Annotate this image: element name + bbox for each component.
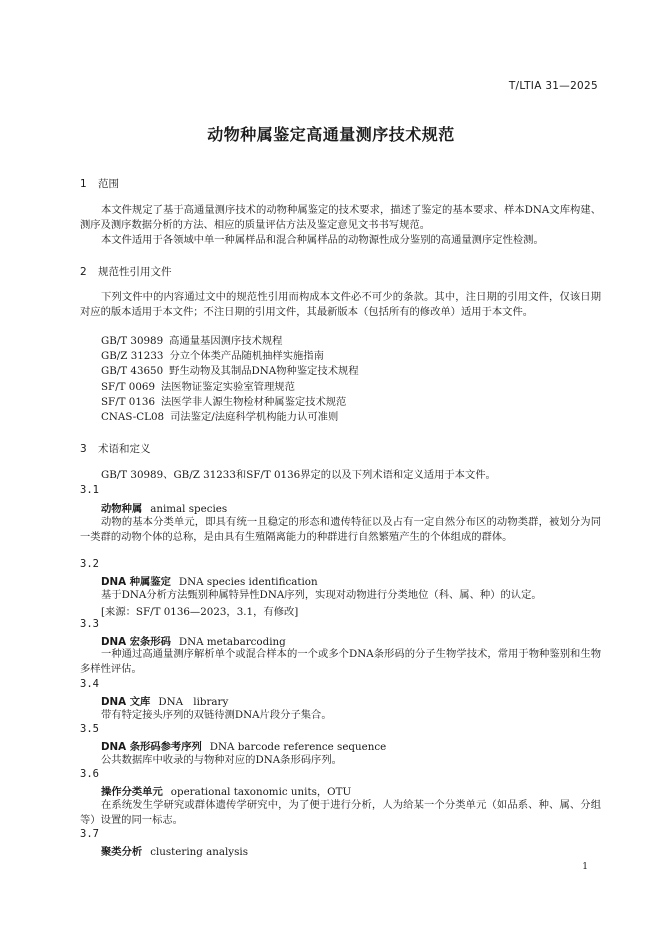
term-number: 3.5 <box>80 723 99 735</box>
term-definition: 基于DNA分析方法甄别种属特异性DNA序列，实现对动物进行分类地位（科、属、种）的认定。 <box>101 589 542 601</box>
term-number: 3.6 <box>80 768 99 780</box>
term-number: 3.2 <box>80 558 99 570</box>
term-definition: 公共数据库中收录的与物种对应的DNA条形码序列。 <box>101 754 342 766</box>
term-definition: 在系统发生学研究或群体遗传学研究中，为了便于进行分析，人为给某一个分类单元（如品系、种、属、分组等）设置的同一标志。 <box>80 799 601 826</box>
paragraph: 本文件适用于各领域中单一种属样品和混合种属样品的动物源性成分鉴别的高通量测序定性检测。 <box>101 234 544 246</box>
term-number: 3.4 <box>80 678 99 690</box>
reference-item: GB/Z 31233 分立个体类产品随机抽样实施指南 <box>101 350 324 363</box>
page-title: 动物种属鉴定高通量测序技术规范 <box>207 125 455 144</box>
page-number: 1 <box>582 862 588 872</box>
term-definition: 一种通过高通量测序解析单个或混合样本的一个或多个DNA条形码的分子生物学技术，常用于物种鉴别和生物多样性评估。 <box>80 648 601 675</box>
term-title: DNA 种属鉴定 DNA species identification <box>101 576 318 588</box>
section-heading-1: 1 范围 <box>80 178 119 190</box>
reference-item: GB/T 43650 野生动物及其制品DNA物种鉴定技术规程 <box>101 365 359 378</box>
term-number: 3.7 <box>80 828 99 840</box>
section-1-body <box>80 203 601 248</box>
reference-item: GB/T 30989 高通量基因测序技术规程 <box>101 335 283 347</box>
term-number: 3.1 <box>80 484 99 496</box>
reference-list <box>101 334 359 425</box>
reference-item: SF/T 0136 法医学非人源生物检材种属鉴定技术规范 <box>101 395 347 408</box>
term-title: 动物种属 animal species <box>101 503 228 515</box>
term-title: DNA 宏条形码 DNA metabarcoding <box>101 636 286 648</box>
doc-code: T/LTIA 31—2025 <box>508 80 598 92</box>
reference-item: CNAS-CL08 司法鉴定/法庭科学机构能力认可准则 <box>101 411 339 424</box>
paragraph: 本文件规定了基于高通量测序技术的动物种属鉴定的技术要求，描述了鉴定的基本要求、样本DNA文库构建、测序及测序数据分析的方法、相应的质量评估方法及鉴定意见文书书写规范。 <box>80 204 601 231</box>
term-definition: 动物的基本分类单元，即具有统一且稳定的形态和遗传特征以及占有一定自然分布区的动物类群，被划分为同一类群的动物个体的总称，是由具有生殖隔离能力的种群进行自然繁殖产生的个体组成的群体。 <box>80 516 601 543</box>
section-3-intro: GB/T 30989、GB/Z 31233和SF/T 0136界定的以及下列术语和定义适用于本文件。 <box>101 469 496 481</box>
section-heading-3: 3 术语和定义 <box>80 443 151 455</box>
term-title: 聚类分析 clustering analysis <box>101 846 248 858</box>
term-source: [来源：SF/T 0136—2023，3.1，有修改] <box>101 606 299 618</box>
reference-item: SF/T 0069 法医物证鉴定实验室管理规范 <box>101 380 295 393</box>
term-definition: 带有特定接头序列的双链待测DNA片段分子集合。 <box>101 709 332 721</box>
section-heading-2: 2 规范性引用文件 <box>80 266 172 278</box>
section-2-intro: 下列文件中的内容通过文中的规范性引用而构成本文件必不可少的条款。其中，注日期的引用文件，仅该日期对应的版本适用于本文件；不注日期的引用文件，其最新版本（包括所有的修改单）适用于本文件。 <box>80 291 601 318</box>
term-title: 操作分类单元 operational taxonomic units，OTU <box>101 786 352 798</box>
term-title: DNA 条形码参考序列 DNA barcode reference sequence <box>101 741 387 753</box>
term-title: DNA 文库 DNA library <box>101 696 229 708</box>
term-number: 3.3 <box>80 618 99 630</box>
